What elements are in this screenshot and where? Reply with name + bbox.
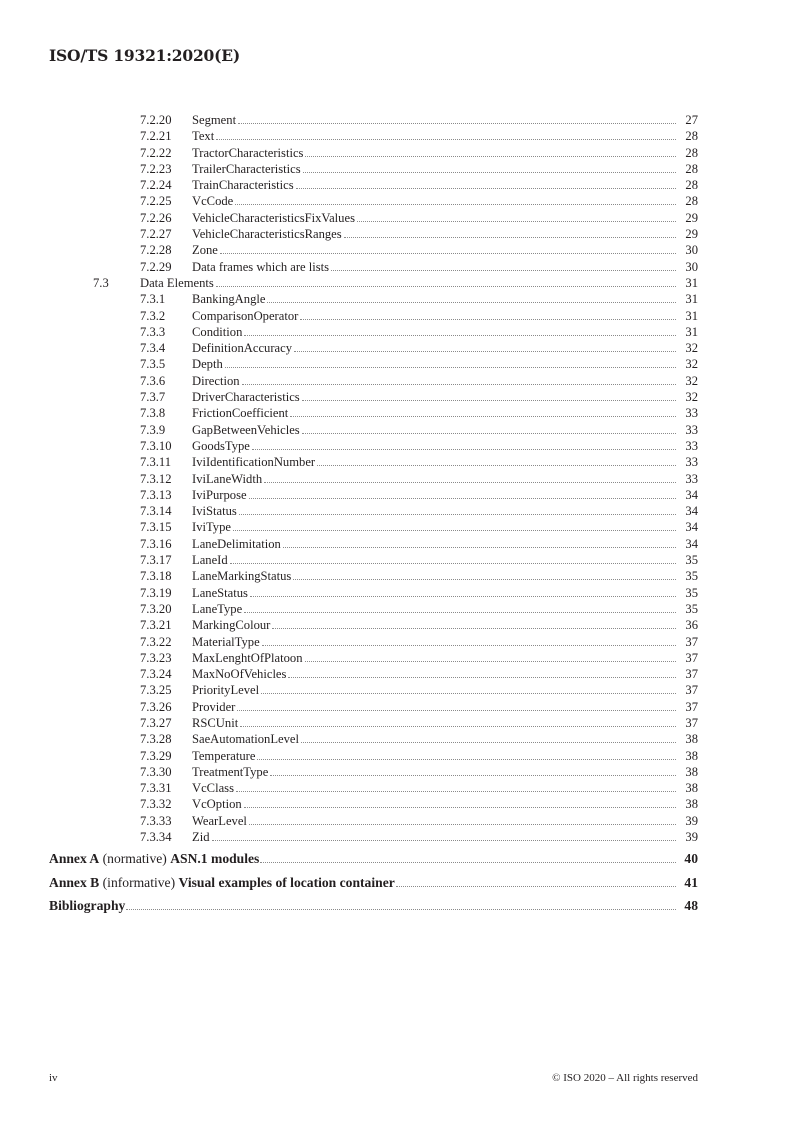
- toc-entry-title[interactable]: TrailerCharacteristics: [192, 161, 301, 176]
- toc-entry[interactable]: [0, 471, 793, 487]
- toc-entry-page[interactable]: 31: [685, 324, 698, 339]
- toc-entry[interactable]: [0, 308, 793, 324]
- dot-leader: [237, 710, 676, 711]
- toc-entry-page[interactable]: 31: [685, 275, 698, 290]
- dot-leader: [249, 498, 676, 499]
- toc-entry[interactable]: [0, 389, 793, 405]
- toc-entry-title-wrap: [192, 324, 677, 340]
- toc-entry-title[interactable]: VcCode: [192, 194, 234, 209]
- toc-entry-title-wrap: [192, 308, 677, 324]
- toc-entry-title[interactable]: Zid: [192, 830, 210, 845]
- toc-entry-number: 7.3.33: [140, 813, 172, 828]
- toc-entry-title[interactable]: LaneDelimitation: [192, 536, 281, 551]
- toc-entry-page[interactable]: 38: [685, 781, 698, 796]
- toc-entry-page[interactable]: 30: [685, 243, 698, 258]
- annex-type: (normative): [102, 851, 167, 867]
- dot-leader: [244, 335, 676, 336]
- toc-entry-page[interactable]: 27: [685, 113, 698, 127]
- toc-entry-title-wrap: [192, 128, 677, 144]
- toc-annex-page[interactable]: 48: [684, 898, 698, 914]
- toc-entry-title-wrap: [192, 519, 677, 535]
- toc-entry[interactable]: [0, 503, 793, 519]
- toc-entry[interactable]: [0, 699, 793, 715]
- toc-entry-title[interactable]: WearLevel: [192, 813, 247, 828]
- annex-title: ASN.1 modules: [170, 851, 260, 867]
- toc-entry-page[interactable]: 35: [685, 569, 698, 584]
- dot-leader: [220, 253, 676, 254]
- dot-leader: [262, 645, 676, 646]
- toc-entry-number: 7.3.25: [140, 683, 172, 698]
- toc-entry-page[interactable]: 35: [685, 585, 698, 600]
- dot-leader: [267, 302, 676, 303]
- toc-entry[interactable]: [0, 748, 793, 764]
- dot-leader: [257, 759, 676, 760]
- toc-entry-number: 7.3.19: [140, 585, 172, 600]
- toc-entry-number: 7.3.12: [140, 471, 172, 486]
- toc-entry-title[interactable]: LaneMarkingStatus: [192, 569, 292, 584]
- toc-entry-title[interactable]: LaneType: [192, 601, 243, 616]
- toc-entry-number: 7.2.22: [140, 145, 172, 160]
- toc-entry-page[interactable]: 33: [685, 455, 698, 470]
- toc-entry-title[interactable]: Condition: [192, 324, 243, 339]
- toc-entry-title[interactable]: SaeAutomationLevel: [192, 732, 300, 747]
- toc-entry-title[interactable]: MaxLenghtOfPlatoon: [192, 650, 303, 665]
- toc-entry-title-wrap: [192, 193, 677, 209]
- toc-entry-page[interactable]: 38: [685, 797, 698, 812]
- toc-entry-title-wrap: [192, 617, 677, 633]
- dot-leader: [250, 596, 676, 597]
- toc-entry-number: 7.2.25: [140, 194, 172, 209]
- toc-entry-page[interactable]: 32: [685, 373, 698, 388]
- toc-entry-title-wrap: [192, 373, 677, 389]
- annex-label: Annex B: [49, 874, 100, 890]
- toc-entry[interactable]: [0, 487, 793, 503]
- toc-entry-title[interactable]: GoodsType: [192, 438, 250, 453]
- toc-annex-title[interactable]: [49, 871, 395, 895]
- toc-entry-title[interactable]: Data Elements: [140, 275, 214, 290]
- toc-entry-page[interactable]: 33: [685, 406, 698, 421]
- toc-entry-title[interactable]: ComparisonOperator: [192, 308, 299, 323]
- toc-entry[interactable]: [0, 161, 793, 177]
- toc-entry-title[interactable]: Zone: [192, 243, 218, 258]
- toc-entry[interactable]: [0, 666, 793, 682]
- dot-leader: [216, 139, 676, 140]
- toc-entry-title[interactable]: IviStatus: [192, 504, 237, 519]
- toc-entry-title-wrap: [192, 650, 677, 666]
- dot-leader: [235, 204, 676, 205]
- dot-leader: [264, 482, 676, 483]
- toc-entry-title[interactable]: GapBetweenVehicles: [192, 422, 300, 437]
- toc-annex-entry[interactable]: [0, 894, 793, 918]
- annex-label: Bibliography: [49, 898, 126, 914]
- dot-leader: [294, 351, 676, 352]
- dot-leader: [290, 416, 676, 417]
- toc-entry-title-wrap: [192, 536, 677, 552]
- toc-entry-title[interactable]: VehicleCharacteristicsFixValues: [192, 210, 355, 225]
- toc-entry-page[interactable]: 32: [685, 357, 698, 372]
- dot-leader: [331, 270, 676, 271]
- toc-entry-number: 7.3.14: [140, 504, 172, 519]
- toc-entry-number: 7.3.24: [140, 667, 172, 682]
- toc-entry-page[interactable]: 37: [685, 715, 698, 730]
- toc-entry-title-wrap: [192, 471, 677, 487]
- dot-leader: [302, 400, 676, 401]
- toc-entry-title-wrap: [192, 112, 677, 128]
- toc-entry[interactable]: [0, 373, 793, 389]
- toc-entry-number: 7.3.27: [140, 715, 172, 730]
- toc-entry[interactable]: [0, 650, 793, 666]
- copyright-notice: © ISO 2020 – All rights reserved: [552, 1072, 698, 1084]
- toc-entry-title-wrap: [192, 682, 677, 698]
- toc-entry-title-wrap: [192, 634, 677, 650]
- toc-entry[interactable]: [0, 193, 793, 209]
- toc-entry[interactable]: [0, 585, 793, 601]
- toc-entry-title[interactable]: FrictionCoefficient: [192, 406, 289, 421]
- toc-entry-title-wrap: [192, 503, 677, 519]
- toc-entry-page[interactable]: 38: [685, 764, 698, 779]
- dot-leader: [305, 661, 676, 662]
- toc-entry-title[interactable]: DefinitionAccuracy: [192, 341, 293, 356]
- toc-entry-number: 7.3.15: [140, 520, 172, 535]
- toc-entry-title-wrap: [192, 422, 677, 438]
- toc-entry-number: 7.2.21: [140, 129, 172, 144]
- toc-entry-number: 7.3.23: [140, 650, 172, 665]
- dot-leader: [126, 909, 676, 910]
- toc-entry-title[interactable]: Temperature: [192, 748, 256, 763]
- dot-leader: [305, 156, 676, 157]
- dot-leader: [225, 367, 676, 368]
- toc-entry[interactable]: [0, 324, 793, 340]
- toc-entry[interactable]: [0, 764, 793, 780]
- toc-entry-title-wrap: [192, 585, 677, 601]
- toc-entry[interactable]: [0, 617, 793, 633]
- toc-entry-title-wrap: [192, 715, 677, 731]
- toc-entry-number: 7.3.2: [140, 308, 166, 323]
- toc-entry-title-wrap: [192, 340, 677, 356]
- toc-entry-title[interactable]: TreatmentType: [192, 764, 269, 779]
- toc-entry[interactable]: [0, 715, 793, 731]
- toc-entry-page[interactable]: 28: [685, 129, 698, 144]
- toc-entry[interactable]: [0, 634, 793, 650]
- toc-annex-title-wrap: [49, 871, 677, 895]
- toc-entry-title[interactable]: BankingAngle: [192, 292, 266, 307]
- dot-leader: [288, 677, 676, 678]
- toc-entry-title[interactable]: VcClass: [192, 781, 234, 796]
- toc-entry-number: 7.3.1: [140, 292, 166, 307]
- dot-leader: [357, 221, 676, 222]
- toc-entry-number: 7.2.24: [140, 178, 172, 193]
- toc-entry[interactable]: [0, 226, 793, 242]
- dot-leader: [249, 824, 676, 825]
- toc-entry-title-wrap: [192, 552, 677, 568]
- toc-entry-title-wrap: [192, 242, 677, 258]
- dot-leader: [236, 791, 676, 792]
- toc-entry-number: 7.2.26: [140, 210, 172, 225]
- toc-entry-title-wrap: [140, 275, 677, 291]
- toc-entry-title-wrap: [192, 210, 677, 226]
- toc-entry-title-wrap: [192, 356, 677, 372]
- dot-leader: [303, 172, 676, 173]
- table-of-contents: [0, 112, 793, 918]
- toc-entry[interactable]: [0, 519, 793, 535]
- page-number: iv: [49, 1072, 58, 1084]
- toc-entry[interactable]: [0, 796, 793, 812]
- toc-entry[interactable]: [0, 454, 793, 470]
- toc-entry-title-wrap: [192, 145, 677, 161]
- toc-entry-title[interactable]: TractorCharacteristics: [192, 145, 304, 160]
- dot-leader: [242, 384, 676, 385]
- toc-entry-title[interactable]: VcOption: [192, 797, 242, 812]
- dot-leader: [270, 775, 676, 776]
- toc-annex-title[interactable]: [49, 847, 259, 871]
- toc-annex-title-wrap: [49, 894, 677, 918]
- toc-entry-page[interactable]: 32: [685, 390, 698, 405]
- toc-entry-page[interactable]: 33: [685, 471, 698, 486]
- toc-entry-number: 7.3.6: [140, 373, 166, 388]
- toc-entry[interactable]: [0, 731, 793, 747]
- dot-leader: [317, 465, 676, 466]
- dot-leader: [238, 123, 676, 124]
- toc-entry-title[interactable]: MaterialType: [192, 634, 260, 649]
- toc-annex-page[interactable]: 40: [684, 851, 698, 867]
- toc-entry-title[interactable]: VehicleCharacteristicsRanges: [192, 227, 342, 242]
- toc-entry[interactable]: [0, 242, 793, 258]
- toc-entry[interactable]: [0, 780, 793, 796]
- toc-entry-number: 7.2.28: [140, 243, 172, 258]
- dot-leader: [239, 514, 676, 515]
- annex-type: (informative): [102, 874, 176, 890]
- toc-entry-number: 7.3.28: [140, 732, 172, 747]
- toc-annex-entry[interactable]: [0, 871, 793, 895]
- dot-leader: [212, 840, 677, 841]
- toc-entry-page[interactable]: 28: [685, 178, 698, 193]
- toc-entry[interactable]: [0, 177, 793, 193]
- dot-leader: [293, 579, 676, 580]
- toc-entry[interactable]: [0, 259, 793, 275]
- toc-entry-title[interactable]: Direction: [192, 373, 240, 388]
- toc-entry-number: 7.2.29: [140, 259, 172, 274]
- toc-entry[interactable]: [0, 829, 793, 845]
- toc-entry-title-wrap: [192, 487, 677, 503]
- toc-entry[interactable]: [0, 112, 793, 128]
- toc-entry-page[interactable]: 39: [685, 830, 698, 845]
- dot-leader: [244, 807, 676, 808]
- toc-entry-title-wrap: [192, 161, 677, 177]
- toc-entry-page[interactable]: 37: [685, 683, 698, 698]
- toc-entry-page[interactable]: 28: [685, 145, 698, 160]
- toc-entry-number: 7.2.20: [140, 113, 172, 127]
- dot-leader: [233, 530, 676, 531]
- toc-entry-number: 7.3.5: [140, 357, 166, 372]
- toc-entry-title-wrap: [192, 405, 677, 421]
- toc-entry-title-wrap: [192, 829, 677, 845]
- toc-annex-title-wrap: [49, 847, 677, 871]
- toc-entry-page[interactable]: 31: [685, 308, 698, 323]
- toc-entry[interactable]: [0, 813, 793, 829]
- toc-entry-title[interactable]: IviIdentificationNumber: [192, 455, 316, 470]
- toc-entry-title[interactable]: LaneId: [192, 553, 228, 568]
- toc-entry-title[interactable]: IviPurpose: [192, 487, 247, 502]
- toc-entry-title-wrap: [192, 454, 677, 470]
- toc-entry-number: 7.3.13: [140, 487, 172, 502]
- toc-entry-page[interactable]: 37: [685, 667, 698, 682]
- dot-leader: [300, 319, 676, 320]
- toc-entry-page[interactable]: 29: [685, 210, 698, 225]
- toc-entry-title[interactable]: DriverCharacteristics: [192, 390, 300, 405]
- toc-entry-page[interactable]: 29: [685, 227, 698, 242]
- toc-entry-title-wrap: [192, 796, 677, 812]
- toc-entry[interactable]: [0, 568, 793, 584]
- toc-entry-number: 7.3.10: [140, 438, 172, 453]
- dot-leader: [396, 886, 676, 887]
- toc-entry-title-wrap: [192, 813, 677, 829]
- toc-entry[interactable]: [0, 552, 793, 568]
- toc-entry-page[interactable]: 34: [685, 504, 698, 519]
- dot-leader: [301, 742, 676, 743]
- toc-entry-title-wrap: [192, 699, 677, 715]
- toc-entry-page[interactable]: 38: [685, 732, 698, 747]
- toc-entry-number: 7.3.29: [140, 748, 172, 763]
- toc-entry-title-wrap: [192, 780, 677, 796]
- toc-entry-number: 7.2.23: [140, 161, 172, 176]
- toc-entry-page[interactable]: 34: [685, 487, 698, 502]
- toc-entry-number: 7.3.22: [140, 634, 172, 649]
- toc-entry-page[interactable]: 33: [685, 422, 698, 437]
- toc-entry-title[interactable]: Data frames which are lists: [192, 259, 330, 274]
- dot-leader: [240, 726, 676, 727]
- toc-entry-title[interactable]: Provider: [192, 699, 236, 714]
- toc-entry-title-wrap: [192, 568, 677, 584]
- toc-entry-number: 7.3.31: [140, 781, 172, 796]
- toc-entry-number: 7.3.26: [140, 699, 172, 714]
- toc-entry-number: 7.3.9: [140, 422, 166, 437]
- dot-leader: [230, 563, 676, 564]
- dot-leader: [252, 449, 676, 450]
- toc-entry-number: 7.3.16: [140, 536, 172, 551]
- toc-annex-title[interactable]: [49, 894, 125, 918]
- toc-entry-title[interactable]: MarkingColour: [192, 618, 271, 633]
- toc-entry-page[interactable]: 37: [685, 650, 698, 665]
- toc-entry-title-wrap: [192, 601, 677, 617]
- toc-entry-number: 7.3.7: [140, 390, 166, 405]
- dot-leader: [302, 433, 676, 434]
- toc-entry[interactable]: [0, 356, 793, 372]
- toc-entry-number: 7.3: [93, 275, 109, 290]
- dot-leader: [283, 547, 676, 548]
- toc-entry-title-wrap: [192, 177, 677, 193]
- toc-entry-title-wrap: [192, 291, 677, 307]
- toc-entry-title[interactable]: Text: [192, 129, 215, 144]
- toc-entry-number: 7.3.11: [140, 455, 172, 470]
- toc-entry-title[interactable]: TrainCharacteristics: [192, 178, 294, 193]
- dot-leader: [296, 188, 676, 189]
- dot-leader: [244, 612, 676, 613]
- toc-entry[interactable]: [0, 275, 793, 291]
- toc-entry[interactable]: [0, 340, 793, 356]
- toc-entry[interactable]: [0, 438, 793, 454]
- toc-entry-number: 7.3.4: [140, 341, 166, 356]
- toc-entry-number: 7.3.20: [140, 601, 172, 616]
- dot-leader: [344, 237, 676, 238]
- toc-entry[interactable]: [0, 422, 793, 438]
- toc-entry-title-wrap: [192, 731, 677, 747]
- toc-entry[interactable]: [0, 682, 793, 698]
- toc-entry-title-wrap: [192, 666, 677, 682]
- toc-entry[interactable]: [0, 405, 793, 421]
- toc-entry-number: 7.3.3: [140, 324, 166, 339]
- toc-entry[interactable]: [0, 536, 793, 552]
- dot-leader: [272, 628, 676, 629]
- toc-entry-title[interactable]: MaxNoOfVehicles: [192, 667, 287, 682]
- toc-entry-page[interactable]: 33: [685, 438, 698, 453]
- toc-entry[interactable]: [0, 145, 793, 161]
- toc-entry-page[interactable]: 32: [685, 341, 698, 356]
- toc-entry-page[interactable]: 34: [685, 520, 698, 535]
- toc-entry-page[interactable]: 38: [685, 748, 698, 763]
- toc-entry-page[interactable]: 36: [685, 618, 698, 633]
- annex-label: Annex A: [49, 851, 100, 867]
- toc-entry-number: 7.2.27: [140, 227, 172, 242]
- toc-entry-title[interactable]: Depth: [192, 357, 223, 372]
- document-header: ISO/TS 19321:2020(E): [49, 46, 240, 65]
- annex-title: Visual examples of location container: [178, 874, 395, 890]
- toc-entry-title-wrap: [192, 259, 677, 275]
- toc-entry-page[interactable]: 39: [685, 813, 698, 828]
- toc-entry-title[interactable]: LaneStatus: [192, 585, 248, 600]
- toc-entry-page[interactable]: 34: [685, 536, 698, 551]
- dot-leader: [260, 862, 676, 863]
- toc-entry-title[interactable]: RSCUnit: [192, 715, 239, 730]
- toc-entry-page[interactable]: 28: [685, 194, 698, 209]
- toc-entry[interactable]: [0, 601, 793, 617]
- toc-entry-title-wrap: [192, 748, 677, 764]
- toc-entry-page[interactable]: 35: [685, 553, 698, 568]
- toc-entry-title[interactable]: IviType: [192, 520, 231, 535]
- toc-entry-number: 7.3.34: [140, 830, 172, 845]
- toc-entry-page[interactable]: 30: [685, 259, 698, 274]
- toc-entry-title[interactable]: Segment: [192, 113, 237, 127]
- toc-annex-entry[interactable]: [0, 847, 793, 871]
- toc-entry-title-wrap: [192, 389, 677, 405]
- toc-entry[interactable]: [0, 128, 793, 144]
- toc-entry-title-wrap: [192, 438, 677, 454]
- toc-entry-page[interactable]: 35: [685, 601, 698, 616]
- toc-entry-page[interactable]: 37: [685, 699, 698, 714]
- toc-entry-page[interactable]: 37: [685, 634, 698, 649]
- toc-entry-title[interactable]: IviLaneWidth: [192, 471, 263, 486]
- toc-entry-number: 7.3.32: [140, 797, 172, 812]
- toc-entry[interactable]: [0, 291, 793, 307]
- toc-annex-page[interactable]: 41: [684, 874, 698, 890]
- toc-entry-number: 7.3.30: [140, 764, 172, 779]
- toc-entry[interactable]: [0, 210, 793, 226]
- toc-entry-title[interactable]: PriorityLevel: [192, 683, 260, 698]
- dot-leader: [261, 693, 676, 694]
- toc-entry-title-wrap: [192, 226, 677, 242]
- toc-entry-number: 7.3.18: [140, 569, 172, 584]
- toc-entry-title-wrap: [192, 764, 677, 780]
- toc-entry-page[interactable]: 31: [685, 292, 698, 307]
- toc-entry-page[interactable]: 28: [685, 161, 698, 176]
- toc-entry-number: 7.3.17: [140, 553, 172, 568]
- dot-leader: [216, 286, 676, 287]
- toc-entry-number: 7.3.21: [140, 618, 172, 633]
- toc-entry-number: 7.3.8: [140, 406, 166, 421]
